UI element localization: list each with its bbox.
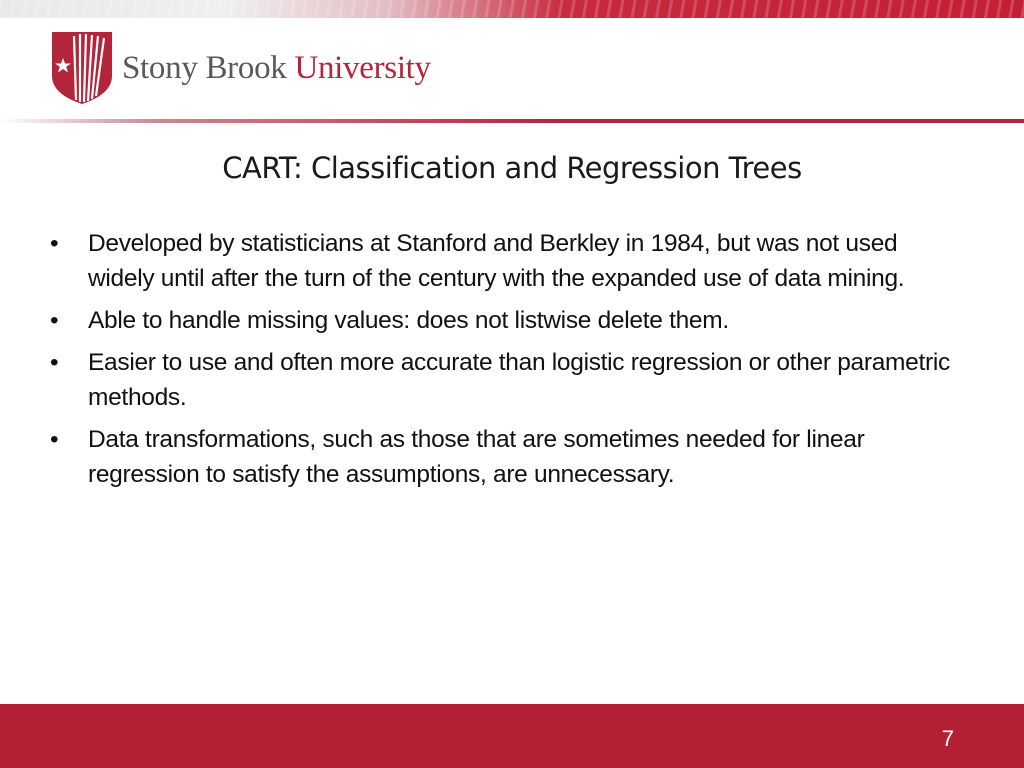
shield-logo-icon bbox=[52, 32, 112, 104]
footer-band bbox=[0, 704, 1024, 768]
header-divider bbox=[0, 119, 1024, 123]
bullet-text: Data transformations, such as those that are sometimes needed for linear regression to satisfy the assumptions, are unnecessary. bbox=[88, 426, 865, 488]
page-number: 7 bbox=[941, 726, 954, 751]
logo-wordmark bbox=[122, 50, 431, 87]
bullet-dot-icon: • bbox=[50, 307, 59, 334]
bullet-dot-icon: • bbox=[50, 349, 59, 376]
bullet-list bbox=[50, 226, 950, 499]
bullet-item-2 bbox=[50, 303, 950, 338]
bullet-text: Easier to use and often more accurate than logistic regression or other parametric methods. bbox=[88, 349, 950, 411]
bullet-text: Developed by statisticians at Stanford and Berkley in 1984, but was not used widely until after the turn of the century with the expanded use of data mining. bbox=[88, 230, 905, 292]
stony-brook-logo bbox=[52, 32, 472, 104]
bullet-item-3 bbox=[50, 345, 950, 415]
logo-text-stony-brook: Stony Brook bbox=[122, 50, 287, 86]
bullet-dot-icon: • bbox=[50, 426, 59, 453]
bullet-dot-icon: • bbox=[50, 230, 59, 257]
slide-title: CART: Classification and Regression Trees bbox=[222, 151, 802, 185]
bullet-text: Able to handle missing values: does not listwise delete them. bbox=[88, 307, 729, 334]
top-decorative-band bbox=[0, 0, 1024, 18]
bullet-item-1 bbox=[50, 226, 950, 296]
logo-text-university: University bbox=[294, 50, 431, 86]
bullet-item-4 bbox=[50, 422, 950, 492]
